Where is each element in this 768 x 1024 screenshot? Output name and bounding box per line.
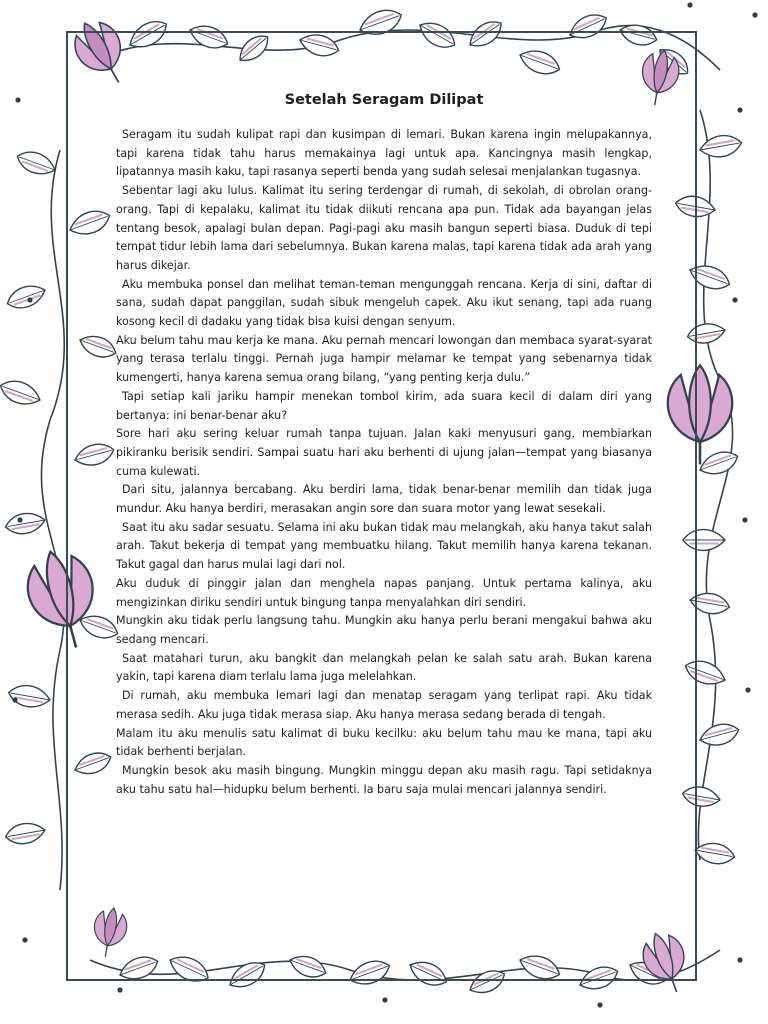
paragraph: Mungkin besok aku masih bingung. Mungkin minggu depan aku masih ragu. Tapi setidaknya aku tahu satu hal—hidupku belum berhenti. Ia baru saja mulai mencari jalannya sendiri. <box>116 763 652 796</box>
paragraph: Aku membuka ponsel dan melihat teman-teman mengunggah rencana. Kerja di sini, daftar di sana, sudah dapat panggilan, sudah sibuk mengeluh capek. Aku ikut senang, tapi ada ruang kosong kecil di dadaku yang tidak bisa kuisi dengan senyum. <box>116 277 652 329</box>
decorative-dot <box>745 687 750 692</box>
leaf-icon <box>698 132 743 160</box>
decorative-dot <box>15 97 20 102</box>
decorative-dot <box>737 957 742 962</box>
leaf-icon <box>4 281 48 313</box>
decorative-dot <box>27 297 32 302</box>
leaf-icon <box>4 510 47 536</box>
document-title: Setelah Seragam Dilipat <box>284 92 484 108</box>
paragraph: Dari situ, jalannya bercabang. Aku berdiri lama, tidak benar-benar memilih dan tidak juga mundur. Aku hanya berdiri, merasakan angin sore dan suara motor yang lewat sesekali. <box>116 483 652 516</box>
decorative-dot <box>17 517 22 522</box>
decorative-dot <box>737 107 742 112</box>
decorative-dot <box>382 997 387 1002</box>
decorative-dot <box>687 2 692 7</box>
leaf-icon <box>7 682 52 710</box>
paragraph: Aku duduk di pinggir jalan dan menghela napas panjang. Untuk pertama kalinya, aku mengizinkan diriku sendiri untuk bingung tanpa menyalahkan diri sendiri. <box>116 576 652 609</box>
paragraph: Mungkin aku tidak perlu langsung tahu. Mungkin aku hanya perlu berani mengakui bahwa aku sedang mencari. <box>116 614 652 646</box>
leaf-icon <box>4 820 47 846</box>
paragraph: Di rumah, aku membuka lemari lagi dan menatap seragam yang terlipat rapi. Aku tidak merasa sedih. Aku juga tidak merasa siap. Aku hanya merasa sedang berada di tengah. <box>116 689 652 721</box>
paragraph: Saat matahari turun, aku bangkit dan melangkah pelan ke salah satu arah. Bukan karena yakin, tapi karena diam terlalu lama juga melelahkan. <box>116 651 652 684</box>
paragraph-list <box>116 126 652 799</box>
right-vine <box>698 110 732 860</box>
paragraph: Sebentar lagi aku lulus. Kalimat itu sering terdengar di rumah, di sekolah, di obrolan orang-orang. Tapi di kepalaku, kalimat itu tidak diikuti rencana apa pun. Tidak ada bayangan jelas tentang besok, apalagi bulan depan. Pagi-pagi aku masih bangun seperti biasa. Duduk di tepi tempat tidur lebih lama dari sebelumnya. Bukan karena malas, tapi karena tidak ada arah yang harus dikejar. <box>116 184 652 272</box>
leaf-icon <box>14 147 58 179</box>
decorative-dot <box>22 937 27 942</box>
paragraph: Sore hari aku sering keluar rumah tanpa tujuan. Jalan kaki menyusuri gang, membiarkan pikiranku berisik sendiri. Sampai suatu hari aku berhenti di ujung jalan—tempat yang biasanya cuma kulewati. <box>116 427 652 478</box>
decorative-dot <box>117 987 122 992</box>
paragraph: Aku belum tahu mau kerja ke mana. Aku pernah mencari lowongan dan membaca syarat-syarat yang terasa terlalu tinggi. Pernah juga hampir melamar ke tempat yang sebenarnya tidak kumengerti, hanya karena semua orang bilang, “yang penting kerja dulu.” <box>116 333 652 385</box>
paragraph: Seragam itu sudah kulipat rapi dan kusimpan di lemari. Bukan karena ingin melupakannya, tapi karena tidak tahu harus memakainya lagi untuk apa. Kancingnya masih lengkap, lipatannya masih kaku, tapi rasanya seperti benda yang sudah selesai menjalankan tugasnya. <box>116 128 652 179</box>
paragraph: Saat itu aku sadar sesuatu. Selama ini aku bukan tidak mau melangkah, aku hanya takut salah arah. Takut bekerja di tempat yang membuatku hilang. Takut memilih hanya karena tekanan. Takut gagal dan harus mulai lagi dari nol. <box>116 520 652 572</box>
decorative-dot <box>732 297 737 302</box>
paragraph: Tapi setiap kali jariku hampir menekan tombol kirim, ada suara kecil di dalam diri yang bertanya: ini benar-benar aku? <box>116 389 652 422</box>
leaf-icon <box>0 376 44 410</box>
paragraph: Malam itu aku menulis satu kalimat di buku kecilku: aku belum tahu mau ke mana, tapi aku tidak berhenti berjalan. <box>116 726 652 759</box>
document-body <box>116 92 652 799</box>
decorative-dot <box>752 12 757 17</box>
decorative-dot <box>597 1002 602 1007</box>
leaf-icon <box>697 447 741 479</box>
decorative-dot <box>12 697 17 702</box>
leaf-icon <box>697 720 741 749</box>
decorative-dot <box>742 517 747 522</box>
leaf-icon <box>693 840 736 866</box>
